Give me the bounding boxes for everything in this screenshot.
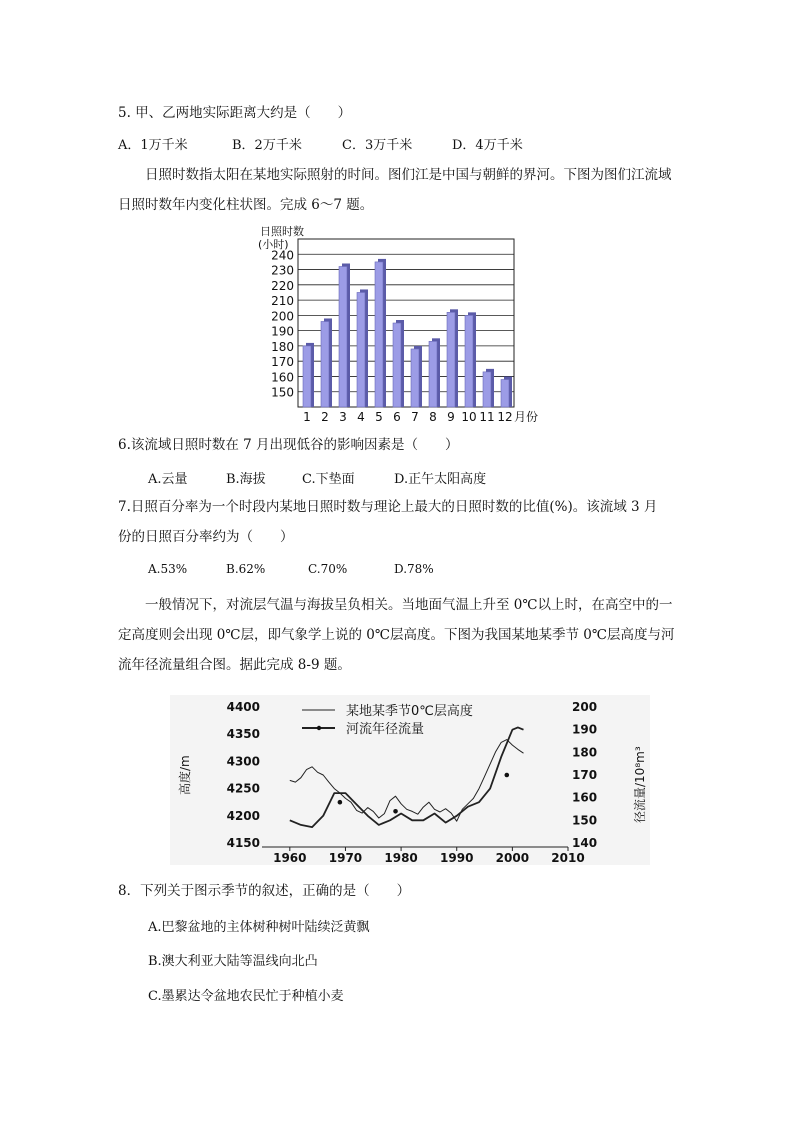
chart1-ytick-label: 150 <box>271 385 294 400</box>
chart1-xtick-label: 6 <box>393 410 401 424</box>
q5-option-b: B．2万千米 <box>232 138 302 153</box>
chart1-x-unit: 月份 <box>514 410 539 424</box>
chart1-ytick-label: 190 <box>271 324 294 339</box>
q6-stem: 6.该流域日照时数在 7 月出现低谷的影响因素是（ ） <box>118 437 459 453</box>
chart1-xtick-label: 11 <box>479 410 495 424</box>
chart2-x-tick-label: 2000 <box>495 851 530 865</box>
chart1-xtick-label: 8 <box>429 410 437 424</box>
q6-option-d: D.正午太阳高度 <box>394 472 487 487</box>
chart1-xtick-label: 12 <box>497 410 513 424</box>
chart1-bar <box>303 346 311 407</box>
chart2-left-tick-label: 4250 <box>226 781 260 796</box>
chart2-right-tick-label: 200 <box>572 700 598 714</box>
chart1-bar <box>465 315 473 407</box>
q7-option-c: C.70% <box>308 562 348 576</box>
chart1-ytick-label: 200 <box>271 309 294 324</box>
chart1-ytick-label: 240 <box>271 248 294 263</box>
chart2-right-tick-label: 170 <box>572 768 598 782</box>
chart1-bar <box>321 321 329 407</box>
chart1-bar <box>357 292 365 407</box>
chart2-x-tick-label: 2010 <box>551 851 585 865</box>
q8-option-a: A.巴黎盆地的主体树种树叶陆续泛黄飘 <box>148 920 370 935</box>
q7-stem-line1: 7.日照百分率为一个时段内某地日照时数与理论上最大的日照时数的比值(%)。该流域 3 月 <box>118 499 658 515</box>
chart2-right-tick-label: 180 <box>572 745 598 760</box>
chart1-bar <box>375 262 383 407</box>
q7-option-d: D.78% <box>394 562 434 576</box>
chart1-xtick-label: 3 <box>339 410 347 424</box>
chart2-right-tick-label: 140 <box>572 836 598 850</box>
q7-option-b: B.62% <box>226 562 266 576</box>
chart2-ylabel-left: 高度/m <box>178 755 192 795</box>
chart2-left-tick-label: 4400 <box>226 700 260 714</box>
q6-option-c: C.下垫面 <box>302 472 355 487</box>
q8-stem: 8．下列关于图示季节的叙述，正确的是（ ） <box>118 883 411 899</box>
chart1-ytick-label: 210 <box>271 294 294 309</box>
freezing-level-runoff-chart <box>170 695 650 865</box>
q6-option-a: A.云量 <box>148 472 188 487</box>
chart2-right-tick-label: 150 <box>572 813 598 828</box>
q5-option-d: D．4万千米 <box>452 138 523 153</box>
chart2-left-tick-label: 4200 <box>226 808 260 823</box>
runoff-marker <box>338 800 343 805</box>
chart1-bar <box>339 266 347 407</box>
chart2-ylabel-right: 径流量/10⁸m³ <box>633 746 647 823</box>
chart1-bar <box>411 349 419 407</box>
legend-freezing-level: 某地某季节0℃层高度 <box>346 704 473 719</box>
q7-option-a: A.53% <box>148 562 188 576</box>
chart1-xtick-label: 7 <box>411 410 419 424</box>
chart1-ytick-label: 180 <box>271 339 294 354</box>
chart1-ytick-label: 170 <box>271 355 294 370</box>
chart1-bar <box>501 380 509 407</box>
q5-option-c: C．3万千米 <box>342 138 413 153</box>
q8-option-b: B.澳大利亚大陆等温线向北凸 <box>148 954 318 969</box>
q5-option-a: A．1万千米 <box>118 138 188 153</box>
runoff-marker <box>393 809 398 814</box>
legend-runoff: 河流年径流量 <box>346 722 425 737</box>
chart2-left-tick-label: 4350 <box>226 727 260 742</box>
chart2-x-tick-label: 1980 <box>384 851 418 865</box>
chart1-ytick-label: 220 <box>271 278 294 293</box>
sunshine-bar-chart <box>256 223 556 428</box>
chart1-ylabel-line1: 日照时数 <box>260 225 304 238</box>
chart1-ylabel-line2: (小时) <box>258 238 289 251</box>
q6-option-b: B.海拔 <box>226 472 266 487</box>
chart1-xtick-label: 2 <box>321 410 329 424</box>
chart1-xtick-label: 4 <box>357 410 365 424</box>
chart2-left-tick-label: 4150 <box>226 836 260 850</box>
q8-option-c: C.墨累达令盆地农民忙于种植小麦 <box>148 989 344 1004</box>
q5-stem: 5. 甲、乙两地实际距离大约是（ ） <box>118 105 352 121</box>
chart2-left-tick-label: 4300 <box>226 754 260 769</box>
chart1-bar <box>447 312 455 407</box>
q7-stem-line2: 份的日照百分率约为（ ） <box>118 529 294 545</box>
chart1-ytick-label: 230 <box>271 263 294 278</box>
chart2-right-tick-label: 190 <box>572 722 598 737</box>
intro-paragraph-2: 一般情况下，对流层气温与海拔呈负相关。当地面气温上升至 0℃以上时，在高空中的一定高度则会出现 0℃层，即气象学上说的 0℃层高度。下图为我国某地某季节 0℃层高度与河流年径流量组合图。据此完成 8-9 题。 <box>118 597 675 673</box>
chart2-x-tick-label: 1970 <box>328 851 363 865</box>
chart1-xtick-label: 10 <box>461 410 477 424</box>
chart2-right-tick-label: 160 <box>572 790 598 805</box>
chart1-xtick-label: 5 <box>375 410 383 424</box>
runoff-marker <box>505 773 510 778</box>
chart1-xtick-label: 1 <box>303 410 311 424</box>
chart1-bar <box>429 341 437 407</box>
chart1-bar <box>483 372 491 407</box>
chart2-x-tick-label: 1990 <box>440 851 474 865</box>
chart2-x-tick-label: 1960 <box>273 851 307 865</box>
chart1-xtick-label: 9 <box>447 410 455 424</box>
intro-paragraph-1: 日照时数指太阳在某地实际照射的时间。图们江是中国与朝鲜的界河。下图为图们江流域日照时数年内变化柱状图。完成 6～7 题。 <box>118 167 672 213</box>
chart1-bar <box>393 323 401 407</box>
chart1-ytick-label: 160 <box>271 370 294 385</box>
